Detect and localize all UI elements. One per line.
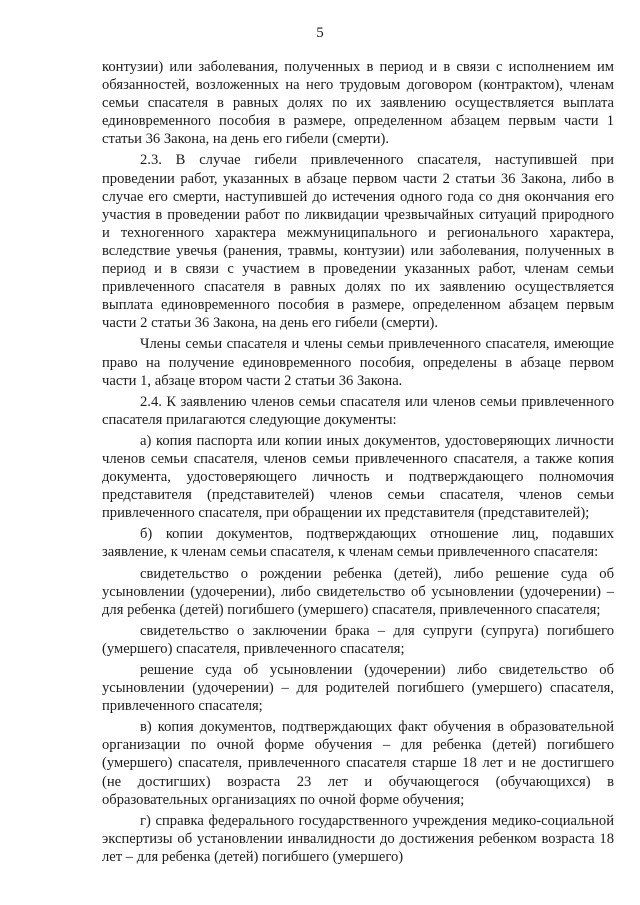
paragraph-item-v: в) копия документов, подтверждающих факт обучения в образовательной организации по очной форме обучения – для ребенка (детей) погибшего (умершего) спасателя, привлеченного спасателя старше 18 лет и не достигшего (не достигших) возраста 23 лет и обучающегося (обучающихся) в образовательных организациях по очной форме обучения; <box>102 719 614 808</box>
document-body <box>102 58 614 869</box>
page-number: 5 <box>316 25 324 41</box>
paragraph-family-members: Члены семьи спасателя и члены семьи привлеченного спасателя, имеющие право на получение единовременного пособия, определены в абзаце первом части 1, абзаце втором части 2 статьи 36 Закона. <box>102 336 614 389</box>
paragraph-2-4: 2.4. К заявлению членов семьи спасателя или членов семьи привлеченного спасателя прилагаются следующие документы: <box>102 393 614 428</box>
paragraph-2-3: 2.3. В случае гибели привлеченного спасателя, наступившей при проведении работ, указанных в абзаце первом части 2 статьи 36 Закона, либо в случае его смерти, наступившей до истечения одного года со дня окончания его участия в проведении работ по ликвидации чрезвычайных ситуаций природного и техногенного характера межмуниципального и регионального характера, вследствие увечья (ранения, травмы, контузии) или заболевания, полученных в период и в связи с участием в проведении указанных работ, членам семьи привлеченного спасателя в равных долях по их заявлению осуществляется выплата единовременного пособия в размере, определенном абзацем первым части 2 статьи 36 Закона, на день его гибели (смерти). <box>102 152 614 332</box>
paragraph-birth-certificate: свидетельство о рождении ребенка (детей), либо решение суда об усыновлении (удочерении), либо свидетельство об усыновлении (удочерении) – для ребенка (детей) погибшего (умершего) спасателя, привлеченного спасателя; <box>102 565 614 618</box>
paragraph-item-a: а) копия паспорта или копии иных документов, удостоверяющих личности членов семьи спасателя, членов семьи привлеченного спасателя, а также копия документа, удостоверяющего личность и подтверждающего полномочия представителя (представителей) членов семьи спасателя, членов семьи привлеченного спасателя, при обращении их представителя (представителей); <box>102 432 614 522</box>
paragraph-adoption-decision: решение суда об усыновлении (удочерении) либо свидетельство об усыновлении (удочерении) – для родителей погибшего (умершего) спасателя, привлеченного спасателя; <box>102 662 614 715</box>
paragraph-continuation: контузии) или заболевания, полученных в период и в связи с исполнением им обязанностей, возложенных на него трудовым договором (контрактом), членам семьи спасателя в равных долях по их заявлению осуществляется выплата единовременного пособия в размере, определенном абзацем первым части 1 статьи 36 Закона, на день его гибели (смерти). <box>102 59 614 148</box>
paragraph-item-b: б) копии документов, подтверждающих отношение лиц, подавших заявление, к членам семьи спасателя, к членам семьи привлеченного спасателя: <box>102 526 614 561</box>
paragraph-item-g: г) справка федерального государственного учреждения медико-социальной экспертизы об установлении инвалидности до достижения ребенком возраста 18 лет – для ребенка (детей) погибшего (умершего) <box>102 812 614 865</box>
paragraph-marriage-certificate: свидетельство о заключении брака – для супруги (супруга) погибшего (умершего) спасателя, привлеченного спасателя; <box>102 622 614 657</box>
